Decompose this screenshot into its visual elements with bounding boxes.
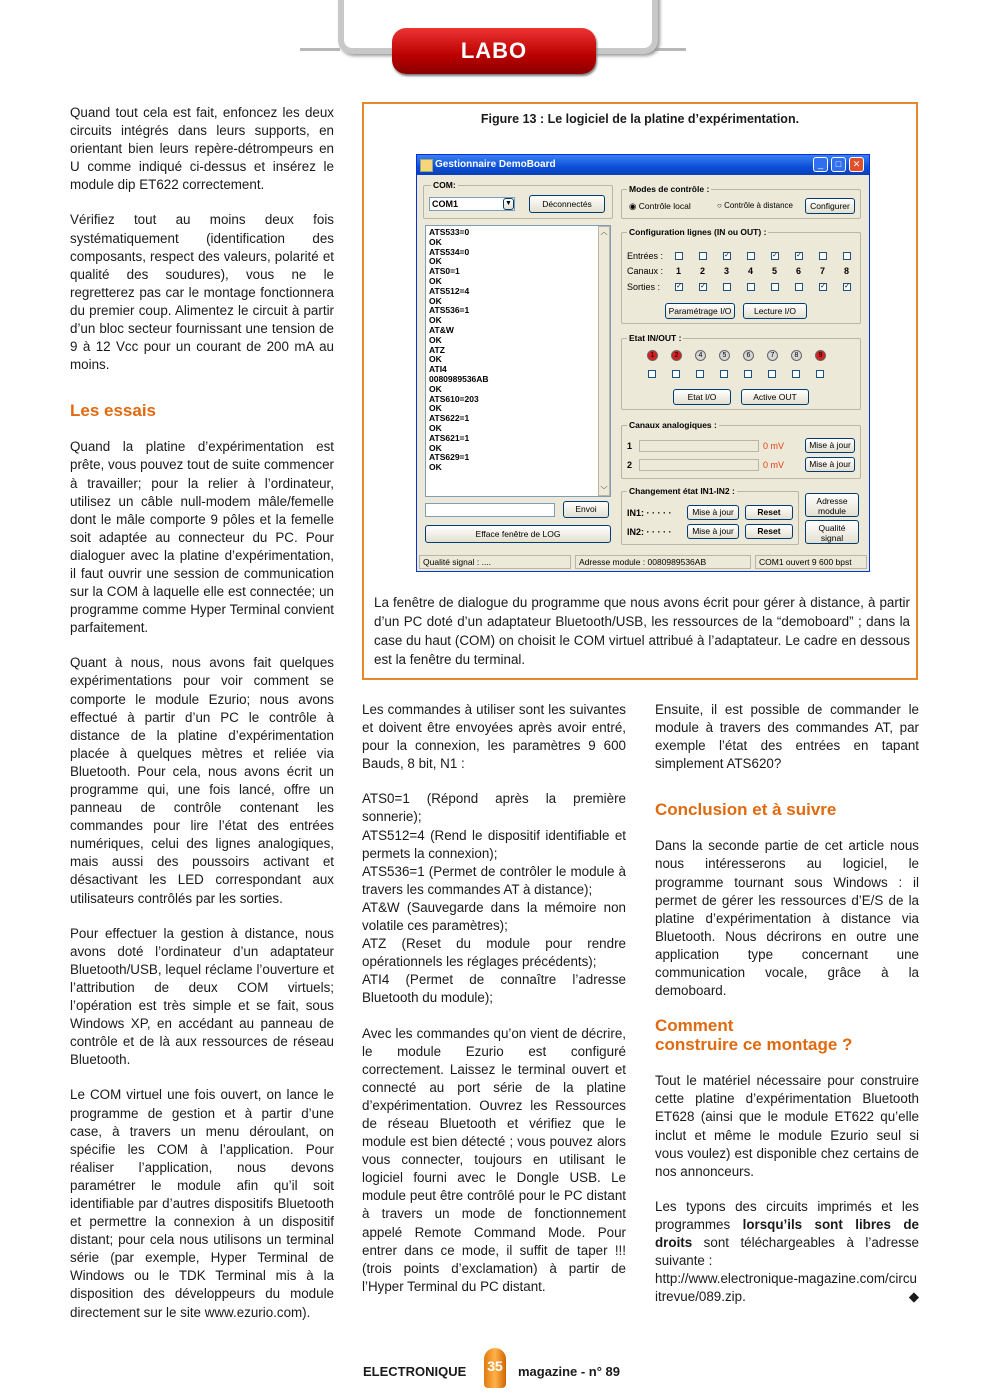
analog-channel-label: 2 [627,460,633,470]
log-line: OK [429,354,442,365]
led-checkbox[interactable] [792,370,800,378]
window-title: Gestionnaire DemoBoard [435,159,556,170]
channel-number: 6 [796,266,802,276]
channels-label: Canaux : [627,266,664,276]
middle-column [362,701,626,1313]
command-line: ATS512=4 (Rend le dispositif identifiable et permets la connexion); [362,827,626,861]
chevron-down-icon[interactable]: ▼ [503,198,514,210]
send-input[interactable] [425,503,555,517]
signal-quality-button[interactable] [805,520,859,544]
log-line: OK [429,403,442,414]
send-button[interactable]: Envoi [563,501,609,518]
read-io-button[interactable]: Lecture I/O [743,303,807,319]
maximize-icon[interactable]: □ [831,157,846,172]
end-mark: ◆ [908,1289,919,1305]
analog-bar [639,440,759,452]
paragraph: Ensuite, il est possible de commander le module à travers des commandes AT, par exemple l’état des entrées en tapant simplement ATS620? [655,702,919,772]
bold-run: lorsqu’ils sont libres de droits [655,1216,919,1250]
led-checkbox[interactable] [672,370,680,378]
analog-channel-label: 1 [627,441,633,451]
in2-reset-button[interactable]: Reset [745,524,793,539]
command-line: ATS0=1 (Répond après la première sonnerie); [362,791,626,825]
app-window [416,154,870,572]
log-line: ATS534=0 [429,246,470,257]
footer-magazine-right: magazine - n° 89 [518,1364,621,1379]
channel-number: 4 [748,266,754,276]
page-number: 35 [484,1348,506,1388]
in1-reset-button[interactable]: Reset [745,505,793,520]
log-line: OK [429,315,442,326]
led-checkbox[interactable] [816,370,824,378]
analog-update-button[interactable]: Mise à jour [805,457,855,472]
log-line: ATS533=0 [429,227,470,237]
scroll-down-icon[interactable]: ﹀ [600,487,608,494]
configure-button[interactable]: Configurer [805,198,855,214]
channel-number: 2 [700,266,706,276]
text-run: Les typons des circuits imprimés et les programmes [655,1198,919,1232]
heading-conclusion: Conclusion et à suivre [655,800,837,820]
channel-number: 5 [772,266,778,276]
output-checkbox-6[interactable] [795,283,803,291]
log-line: OK [429,383,442,394]
log-line: OK [429,275,442,286]
heading-comment-line1: Comment [655,1016,734,1036]
output-checkbox-7[interactable]: ✓ [820,283,826,290]
channel-number: 7 [820,266,826,276]
paragraph: Quand tout cela est fait, enfoncez les deux circuits intégrés dans leurs supports, en orientant bien leurs repère-détrompeurs en U comme indiqué ci-dessus et insérez le module dip ET622 correctement. [70,105,334,193]
led-indicator: 2 [671,350,682,361]
entry-checkbox-5[interactable]: ✓ [772,252,778,259]
log-line: ATI4 [429,364,447,375]
log-line: OK [429,422,442,433]
scroll-up-icon[interactable]: ︿ [600,229,608,236]
log-line: OK [429,236,442,247]
in2-label: IN2: · · · · · [627,527,672,537]
analog-update-button[interactable]: Mise à jour [805,438,855,453]
right-column [655,701,919,1306]
command-line: ATS536=1 (Permet de contrôler le module à travers les commandes AT à distance); [362,863,626,897]
download-url[interactable]: http://www.electronique-magazine.com/circuitrevue/089.zip. [655,1271,917,1305]
footer-magazine-left: ELECTRONIQUE [363,1364,467,1379]
entry-checkbox-6[interactable]: ✓ [796,252,802,259]
led-indicator: 6 [743,350,754,361]
output-checkbox-5[interactable] [771,283,779,291]
footer [363,1352,633,1392]
module-address-button[interactable] [805,493,859,517]
paragraph: Vérifiez tout au moins deux fois systématiquement (identification des composants, respect des valeurs, polarité et qualité des soudures), vous ne le regretterez pas car le montage fonctionnera du premier coup. Alimentez le circuit à partir d’un bloc secteur fournissant une tension de 9 à 12 Vcc pour un courant de 200 mA au moins. [70,212,334,373]
url-line [655,1270,919,1306]
log-line: OK [429,256,442,267]
paragraph: Tout le matériel nécessaire pour construire cette platine d’expérimentation Bluetooth ET628 (ainsi que le module ET622 qu’elle inclut et même le module Ezurio seul si vous voulez) est disponible chez certains de nos annonceurs. [655,1073,919,1179]
text-run: sont téléchargeables à l’adresse suivante : [655,1234,919,1269]
figure-title: Figure 13 : Le logiciel de la platine d’expérimentation. [480,112,800,126]
analog-value: 0 mV [763,441,785,451]
change-label: Changement état IN1-IN2 : [629,486,735,496]
entry-checkbox-3[interactable]: ✓ [724,252,730,259]
close-icon[interactable]: ✕ [849,157,864,172]
entry-checkbox-8[interactable] [843,252,851,260]
module-address-line2: module [818,506,846,516]
output-checkbox-3[interactable] [723,283,731,291]
command-line: ATI4 (Permet de connaître l’adresse Bluetooth du module); [362,972,626,1006]
log-line: ATS622=1 [429,413,470,424]
channel-number: 8 [844,266,850,276]
command-line: ATZ (Reset du module pour rendre opérationnels les réglages précédents); [362,936,626,970]
paragraph: Les commandes à utiliser sont les suivantes et doivent être envoyées après avoir entré, pour la connexion, les paramètres 9 600 Bauds, 8 bit, N1 : [362,702,626,772]
led-indicator: 5 [719,350,730,361]
led-indicator: 8 [791,350,802,361]
figure-caption: La fenêtre de dialogue du programme que nous avons écrit pour gérer à distance, à partir d’un PC doté d’un adaptateur Bluetooth/USB, les ressources de la “demoboard” ; dans la case du haut (COM) on choisit le COM virtuel attribué à l’adaptateur. Le cadre en dessous est la fenêtre du terminal. [374,595,910,667]
log-line: ATS629=1 [429,452,470,463]
clear-log-button[interactable]: Efface fenêtre de LOG [425,525,611,543]
mode-local-radio[interactable]: ◉ Contrôle local [629,201,691,211]
status-com: COM1 ouvert 9 600 bpst [755,555,867,569]
output-checkbox-8[interactable]: ✓ [844,283,850,290]
window-titlebar [417,155,869,175]
state-io-button[interactable]: Etat I/O [673,389,731,405]
paragraph: Le COM virtuel une fois ouvert, on lance le programme de gestion et à partir d’une case, à travers un menu déroulant, on spécifie les COM à l’application. Pour réaliser l’application, nous devons paramétrer le module afin qu’il soit identifiable par d’autres dispositifs Bluetooth et permettre la connexion à un dispositif distant; pour cela nous utilisons un terminal série (par exemple, Hyper Terminal de Windows ou le TDK Terminal mis à la disposition des développeurs du module directement sur le site www.ezurio.com). [70,1087,334,1320]
config-group [621,232,861,324]
paragraph: Quand la platine d’expérimentation est prête, vous pouvez tout de suite commencer à travailler; pour la relier à l’ordinateur, utilisez un câble null-modem mâle/femelle dont le mâle comporte 9 pôles et la femelle soit adaptée au connecteur du PC. Pour dialoguer avec la platine d’expérimentation, il faut ouvrir une session de communication sur la COM à laquelle elle est connectée; un programme comme Hyper Terminal convient parfaitement. [70,439,334,636]
log-lines [429,228,607,473]
entry-checkbox-2[interactable] [699,252,707,260]
paragraph: Dans la seconde partie de cet article nous nous intéresserons au logiciel, le programme tournant sous Windows : il permet de gérer les ressources d’E/S de la platine d’expérimentation à distance via Bluetooth. Nous décrirons en outre une application type concernant une communication vocale, grâce à la demoboard. [655,838,919,999]
led-indicator: 7 [767,350,778,361]
channel-number: 1 [676,266,682,276]
left-column [70,104,334,1339]
entries-label: Entrées : [627,251,664,261]
log-line: OK [429,442,442,453]
led-indicator: 4 [695,350,706,361]
log-line: ATS621=1 [429,432,470,443]
modes-label: Modes de contrôle : [629,184,710,194]
paragraph [655,1198,919,1270]
channel-number: 3 [724,266,730,276]
led-indicator: 9 [815,350,826,361]
paragraph: Avec les commandes qu’on vient de décrire, le module Ezurio est configuré correctement. Laissez le terminal ouvert et connecté au port série de la platine d’expérimentation. Ouvrez les Ressources de réseau Bluetooth et vérifiez que le module est bien détecté ; vous pouvez alors vous connecter, toujours en utilisant le logiciel fourni avec le Dongle USB. Le module peut être contrôlé pour le PC distant à travers un mode de fonctionnement appelé Remote Command Mode. Pour entrer dans ce mode, il suffit de taper !!! (trois points d’exclamation) à partir de l’Hyper Terminal du PC distant. [362,1025,626,1294]
command-line: AT&W (Sauvegarde dans la mémoire non volatile ces paramètres); [362,899,626,934]
led-checkbox[interactable] [720,370,728,378]
in1-update-button[interactable]: Mise à jour [687,505,739,520]
analog-label: Canaux analogiques : [629,420,717,430]
signal-quality-line2: signal [820,533,844,543]
header-wire-left [300,48,340,51]
led-checkbox[interactable] [696,370,704,378]
output-checkbox-1[interactable]: ✓ [676,283,682,290]
state-label: Etat IN/OUT : [629,333,682,343]
led-indicator: 1 [647,350,658,361]
terminal-log[interactable] [425,225,611,497]
module-address-line1: Adresse [816,496,848,506]
signal-quality-line1: Qualité [818,523,846,533]
param-io-button[interactable]: Paramétrage I/O [665,303,735,319]
log-line: OK [429,462,442,473]
status-address: Adresse module : 0080989536AB [575,555,751,569]
section-label: LABO [392,28,596,74]
heading-comment-line2: construire ce montage ? [655,1035,853,1055]
status-bar [417,553,869,571]
led-checkbox[interactable] [648,370,656,378]
disconnect-button[interactable]: Déconnectés [529,195,605,213]
config-label: Configuration lignes (IN ou OUT) : [629,227,767,237]
app-icon [420,159,433,172]
output-checkbox-4[interactable] [747,283,755,291]
paragraph: Quant à nous, nous avons fait quelques expérimentations pour voir comment se comporte le module Ezurio; nous avons effectué à partir d’un PC le contrôle à distance de la platine d’expérimentation placée à quelques mètres et reliée via Bluetooth. Pour cela, nous avons écrit un programme qui, une fois lancé, offre un panneau de contrôle contenant les commandes pour lire l’état des entrées numériques, celui des lignes analogiques, mais aussi des poussoirs activant et désactivant les LED correspondant aux utilisateurs contrôlés par les sorties. [70,655,334,906]
led-checkbox[interactable] [768,370,776,378]
com-select-value: COM1 [432,199,459,209]
mode-local-label: Contrôle local [638,201,691,211]
figure-box [362,102,918,680]
log-line: ATS0=1 [429,266,460,277]
analog-bar [639,459,759,471]
log-line: ATZ [429,344,445,355]
log-line: ATS610=203 [429,393,479,404]
led-checkbox[interactable] [744,370,752,378]
log-line: ATS512=4 [429,285,470,296]
entry-checkbox-1[interactable] [675,252,683,260]
log-line: AT&W [429,324,454,335]
entry-checkbox-4[interactable] [747,252,755,260]
log-line: OK [429,295,442,306]
status-signal: Qualité signal : .... [419,555,571,569]
mode-remote-radio[interactable]: ○ Contrôle à distance [717,201,793,210]
paragraph: Pour effectuer la gestion à distance, nous avons doté l’ordinateur d’un adaptateur Bluetooth/USB, lequel réclame l’ouverture et l’attribution de deux COM virtuels; l’opération est très simple et se fait, sous Windows XP, en accédant au panneau de contrôle et de là aux ressources de réseau Bluetooth. [70,925,334,1068]
active-out-button[interactable]: Active OUT [741,389,809,405]
analog-value: 0 mV [763,460,785,470]
com-label: COM: [433,180,456,190]
in1-label: IN1: · · · · · [627,508,672,518]
log-scrollbar[interactable] [598,226,610,496]
in2-update-button[interactable]: Mise à jour [687,524,739,539]
log-line: OK [429,334,442,345]
mode-remote-label: Contrôle à distance [724,201,793,210]
minimize-icon[interactable]: _ [813,157,828,172]
output-checkbox-2[interactable]: ✓ [700,283,706,290]
log-line: ATS536=1 [429,305,470,316]
entry-checkbox-7[interactable] [819,252,827,260]
outputs-label: Sorties : [627,282,661,292]
heading-essais: Les essais [70,401,157,421]
log-line: 0080989536AB [429,373,489,384]
